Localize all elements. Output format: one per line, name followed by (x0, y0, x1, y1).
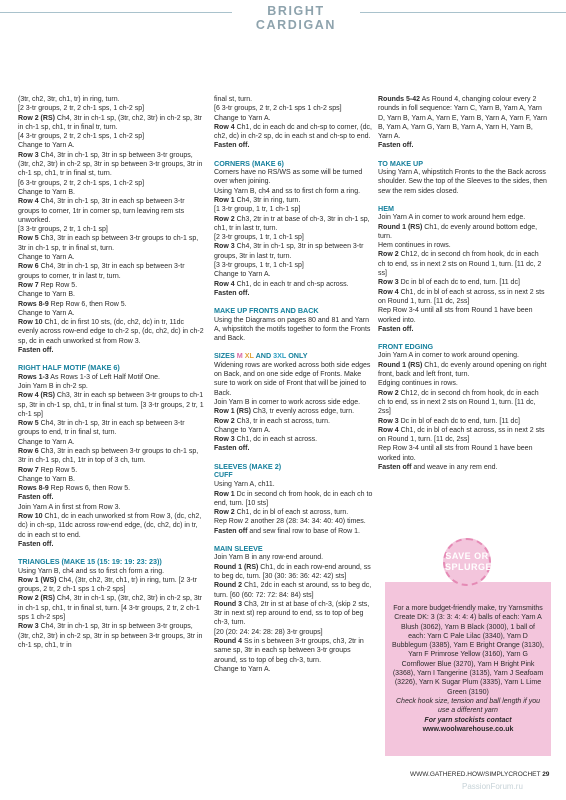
pattern-line: Row 5 Ch3, 3tr in each sp between 3-tr groups to ch-1 sp, 3tr in ch-1 sp, tr in final st, turn. (18, 235, 199, 252)
subsection-heading: CUFF (214, 471, 233, 479)
row-label: Fasten off. (214, 289, 250, 297)
page-footer (410, 771, 549, 778)
pattern-line: Edging continues in rows. (378, 380, 458, 388)
pattern-line: Rounds 5-42 As Round 4, changing colour every 2 rounds in foll sequence: Yarn C, Yarn B, Yarn A, Yarn D, Yarn B, Yarn A, Yarn E, Yarn B, Yarn A, Yarn F, Yarn B, Yarn A, Yarn G, Yarn B, Yarn A, Yarn H, Yarn B, Yarn A. (378, 96, 548, 141)
row-label: Row 3 (378, 417, 399, 425)
row-label: Row 2 (214, 509, 235, 517)
pattern-line: Join Yarn A in first st from Row 3. (18, 503, 121, 511)
pattern-line: Fasten off and weave in any rem end. (378, 463, 498, 471)
pattern-line: Change to Yarn A. (214, 271, 271, 279)
stockists-link[interactable]: www.woolwarehouse.co.uk (422, 725, 514, 733)
row-label: Row 4 (RS) (18, 392, 55, 400)
pattern-line: Join Yarn B in any row-end around. (214, 554, 324, 562)
row-label: Row 4 (18, 198, 39, 206)
row-label: Row 2 (RS) (18, 595, 55, 603)
page-number: 29 (542, 771, 550, 778)
pattern-line (18, 493, 206, 502)
sizes-heading (214, 351, 374, 360)
pattern-line: Row 3 Dc in bl of each dc to end, turn. [11 dc] (378, 279, 520, 287)
pattern-line: Rows 1-3 As Rows 1-3 of Left Half Motif One. (18, 373, 161, 381)
stockists-label: For yarn stockists contact (424, 716, 512, 724)
save-or-splurge-badge (443, 538, 491, 586)
pattern-line: [3 3-tr groups, 2 tr, 1 ch-1 sp] (18, 226, 108, 234)
row-label: Fasten off. (18, 540, 54, 548)
sizes-heading-part: ONLY (288, 351, 308, 361)
pattern-line: Rep Row 2 another 28 (28: 34: 34: 40: 40) times. (214, 518, 366, 526)
row-label: Fasten off (378, 463, 412, 471)
column-2 (214, 95, 374, 674)
row-label: Row 5 (18, 235, 39, 243)
row-label: Row 2 (214, 417, 235, 425)
row-label: Fasten off. (378, 142, 414, 150)
row-label: Rounds 5-42 (378, 96, 421, 103)
pattern-line: Row 1 Ch4, 3tr in ring, turn. (214, 196, 301, 204)
pattern-line (18, 540, 206, 549)
pattern-line: Change to Yarn A. (214, 665, 271, 673)
pattern-line: Rep Row 3-4 until all sts from Round 1 have been worked into. (378, 445, 533, 462)
pattern-line: Using the Diagrams on pages 80 and 81 and Yarn A, whipstitch the motifs together to form the Fronts and Back. (214, 316, 371, 343)
row-label: Row 5 (18, 420, 39, 428)
pattern-line (214, 141, 374, 150)
pattern-line: Row 2 Ch12, dc in second ch from hook, dc in each ch to end, ss in next 2 sts on Round 1, turn. [11 dc, 2ss] (378, 389, 539, 416)
pattern-line: Change to Yarn A. (18, 309, 75, 317)
page-title: BRIGHT CARDIGAN (255, 4, 337, 32)
section-heading: SLEEVES (MAKE 2) (214, 461, 282, 471)
watermark: PassionForum.ru (462, 782, 523, 791)
section-heading: MAKE UP FRONTS AND BACK (214, 306, 319, 316)
pattern-line: Hem continues in rows. (378, 242, 451, 250)
pattern-line: Row 10 Ch1, dc in first 10 sts, (dc, ch2, dc) in tr, 11dc evenly across row-end edge to ch-2 sp, (dc, ch2, dc) in ch-2 sp, dc in each unworked st from Row 3. (18, 319, 204, 345)
pattern-line: Using Yarn A, whipstitch Fronts to the the Back across shoulder. Sew the top of the Sleeves to the sides, then sew the rem sides closed. (378, 169, 547, 195)
pattern-line: Using Yarn B, ch4 and ss to first ch form a ring. (214, 187, 361, 195)
row-label: Row 4 (378, 288, 399, 296)
sizes-heading-part: XL (244, 351, 256, 361)
pattern-line: Round 3 Ch3, 2tr in st at base of ch-3, (skip 2 sts, 3tr in next st) rep around to end, ss to top of beg ch-3, turn. (214, 600, 370, 627)
sizes-heading-part: SIZES (214, 351, 237, 361)
section-heading: RIGHT HALF MOTIF (MAKE 6) (18, 363, 120, 373)
row-label: Fasten off. (214, 445, 250, 453)
pattern-line (214, 444, 374, 453)
row-label: Row 1 (RS) (214, 408, 251, 416)
pattern-line: [2 3-tr groups, 2 tr, 2 ch-1 sps, 1 ch-2 sp] (18, 105, 145, 113)
pattern-line: Row 4 Ch1, dc in each tr and ch-sp across. (214, 280, 349, 288)
row-label: Row 2 (378, 251, 399, 259)
pattern-line: Row 3 Ch4, 3tr in ch-1 sp, 3tr in sp between 3-tr groups, (3tr, ch2, 3tr) in ch-2 sp, 3tr in sp between 3-tr groups, 3tr in ch-1 sp, ch1, tr in (18, 623, 203, 649)
row-label: Row 1 (214, 490, 235, 498)
pattern-line: Row 7 Rep Row 5. (18, 466, 78, 474)
row-label: Row 1 (214, 196, 235, 204)
row-label: Row 1 (WS) (18, 576, 57, 584)
pattern-line: Rows 8-9 Rep Row 6, then Row 5. (18, 300, 127, 308)
footer-url[interactable]: WWW.GATHERED.HOW/SIMPLYCROCHET (410, 771, 541, 778)
pattern-line: Row 1 (WS) Ch4, (3tr, ch2, 3tr, ch1, tr) in ring, turn. [2 3-tr groups, 2 tr, 2 ch-1 sps 1 ch-2 sps] (18, 576, 197, 594)
pattern-line (18, 346, 206, 355)
pattern-line: Corners have no RS/WS as some will be turned over when joining. (214, 169, 363, 186)
row-label: Row 3 (214, 243, 235, 251)
pattern-line: [20 (20: 24: 24: 28: 28) 3-tr groups] (214, 628, 323, 636)
sizes-heading-part: 3XL (273, 351, 289, 361)
pattern-line: Widening rows are worked across both side edges on Back, and on one side edge of Fronts. Make sure to work on side of Front that will be joined to Back. (214, 361, 371, 397)
row-label: Rows 8-9 (18, 485, 49, 493)
pattern-line: Row 7 Rep Row 5. (18, 281, 78, 289)
row-label: Row 4 (214, 123, 235, 131)
row-label: Row 2 (214, 215, 235, 223)
pattern-line: Using Yarn A, ch11. (214, 481, 275, 489)
pattern-line: [3 3-tr groups, 1 tr, 1 ch-1 sp] (214, 262, 304, 270)
pattern-line: Using Yarn B, ch4 and ss to first ch form a ring. (18, 567, 165, 575)
row-label: Row 7 (18, 281, 39, 289)
pattern-line: Row 4 Ch4, 3tr in ch-1 sp, 3tr in each sp between 3-tr groups to corner, 1tr in corner sp, turn leaving rem sts unworked. (18, 198, 185, 224)
pattern-line: Row 3 Ch4, 3tr in ch-1 sp, 3tr in sp between 3-tr groups, 3tr in last tr, turn. (214, 243, 364, 260)
page-header (0, 0, 566, 60)
row-label: Fasten off. (18, 494, 54, 502)
pattern-line: Row 6 Ch4, 3tr in ch-1 sp, 3tr in each sp between 3-tr groups to corner, tr in last tr, turn. (18, 263, 185, 280)
sizes-heading-part: M (236, 351, 245, 361)
pattern-line (378, 325, 548, 334)
row-label: Rows 8-9 (18, 300, 49, 308)
hook-note: Check hook size, tension and ball length if you use a different yarn (396, 697, 540, 715)
pattern-line: Row 4 Ch1, dc in each dc and ch-sp to corner, (dc, ch2, dc) in ch-2 sp, dc in each st and ch-sp to end. (214, 123, 372, 141)
pattern-line: Row 6 Ch3, 3tr in each sp between 3-tr groups to ch-1 sp, 3tr in ch-1 sp, ch1, 1tr in top of 3 ch, turn. (18, 447, 199, 465)
pattern-line: Row 4 Ch1, dc in bl of each st across, ss in next 2 sts on Round 1, turn. [11 dc, 2ss] (378, 288, 545, 305)
pattern-line: Join Yarn A in corner to work around hem edge. (378, 214, 526, 222)
pattern-line: Change to Yarn B. (18, 291, 75, 299)
save-or-splurge-text (392, 604, 544, 734)
pattern-line: Round 2 Ch1, 2dc in each st around, ss to beg dc, turn. [60 (60: 72: 72: 84: 84) sts] (214, 582, 372, 599)
pattern-line: Row 3 Ch4, 3tr in ch-1 sp, 3tr in sp between 3-tr groups, (3tr, ch2, 3tr) in ch-2 sp, 3tr in sp between 3-tr groups, 3tr in ch-1 sp, ch1, tr in final st, turn. (18, 151, 203, 178)
pattern-line: Change to Yarn B. (18, 475, 75, 483)
sizes-heading-part: AND (255, 351, 274, 361)
row-label: Fasten off. (378, 325, 414, 333)
header-rule-right (360, 12, 566, 13)
pattern-line: Row 2 Ch3, 2tr in tr at base of ch-3, 3tr in ch-1 sp, ch1, tr in last tr, turn. (214, 215, 370, 232)
pattern-line: [6 3-tr groups, 2 tr, 2 ch-1 sps 1 ch-2 sps] (214, 105, 342, 113)
row-label: Rows 1-3 (18, 373, 49, 381)
section-heading: TRIANGLES (MAKE 15 (15: 19: 19: 23: 23)) (18, 557, 162, 567)
row-label: Fasten off. (18, 347, 54, 355)
row-label: Row 3 (18, 151, 39, 159)
pattern-line: Rows 8-9 Rep Rows 6, then Row 5. (18, 485, 131, 493)
row-label: Round 4 (214, 638, 242, 646)
row-label: Fasten off. (214, 142, 250, 150)
pattern-line: Round 1 (RS) Ch1, dc in each row-end around, ss to beg dc, turn. [30 (30: 36: 36: 42: 42) sts] (214, 563, 371, 580)
pattern-line: Row 2 Ch1, dc in bl of each st across, turn. (214, 509, 349, 517)
pattern-line: Row 5 Ch4, 3tr in ch-1 sp, 3tr in each sp between 3-tr groups to end, tr in final st, turn. (18, 420, 185, 437)
row-label: Row 4 (214, 280, 235, 288)
row-label: Round 1 (RS) (378, 223, 423, 231)
pattern-line: Row 3 Dc in bl of each dc to end, turn. [11 dc] (378, 417, 520, 425)
pattern-line: Change to Yarn A. (214, 114, 271, 122)
row-label: Row 4 (378, 426, 399, 434)
section-heading: MAIN SLEEVE (214, 544, 263, 554)
section-heading: HEM (378, 203, 394, 213)
pattern-line: Join Yarn B in corner to work across side edge. (214, 398, 361, 406)
section-heading: FRONT EDGING (378, 342, 434, 352)
pattern-line: [1 3-tr group, 1 tr, 1 ch-1 sp] (214, 206, 301, 214)
pattern-line: [4 3-tr groups, 2 tr, 2 ch-1 sps, 1 ch-2 sp] (18, 133, 145, 141)
pattern-line: Row 10 Ch1, dc in each unworked st from Row 3, (dc, ch2, dc) in ch-sp, 11dc across row-end edge, (dc, ch2, dc) in tr, dc in each st to end. (18, 513, 202, 539)
row-label: Round 2 (214, 582, 242, 590)
pattern-line: Row 4 (RS) Ch3, 3tr in each sp between 3-tr groups to ch-1 sp, 3tr in ch-1 sp, ch1, tr in final st turn. [3 3-tr groups, 2 tr, 1 ch-1 sp] (18, 392, 204, 418)
pattern-line: Row 1 Dc in second ch from hook, dc in each ch to end, turn. [10 sts] (214, 490, 373, 507)
pattern-line: Join Yarn B in ch-2 sp. (18, 382, 88, 390)
row-label: Row 6 (18, 447, 39, 455)
row-label: Row 3 (378, 279, 399, 287)
pattern-line: Change to Yarn A. (18, 254, 75, 262)
row-label: Round 1 (RS) (378, 361, 423, 369)
pattern-line (214, 289, 374, 298)
pattern-line: Row 4 Ch1, dc in bl of each st across, ss in next 2 sts on Round 1, turn. [11 dc, 2ss] (378, 426, 545, 444)
section-heading: CORNERS (MAKE 6) (214, 158, 284, 168)
pattern-line: Round 4 Ss in s between 3-tr groups, ch3, 2tr in same sp, 3tr in each sp between 3-tr groups around, ss to top of beg ch-3, turn. (214, 638, 364, 664)
row-label: Row 10 (18, 319, 43, 327)
row-label: Row 3 (18, 623, 39, 631)
pattern-line: Row 2 (RS) Ch4, 3tr in ch-1 sp, (3tr, ch2, 3tr) in ch-2 sp, 3tr in ch-1 sp, ch1, tr in final st, turn. [4 3-tr groups, 2 tr, 2 ch-1 sps 1 ch-2 sps] (18, 595, 203, 622)
row-label: Round 3 (214, 600, 242, 608)
badge-line-2: SPLURGE (445, 562, 493, 572)
pattern-line: Round 1 (RS) Ch1, dc evenly around opening on right front, back and left front, turn. (378, 361, 547, 379)
pattern-line: [6 3-tr groups, 2 tr, 2 ch-1 sps, 1 ch-2 sp] (18, 179, 145, 187)
pattern-line (378, 141, 548, 150)
pattern-line: Row 2 Ch12, dc in second ch from hook, dc in each ch to end, ss in next 2 sts on Round 1, turn. [11 dc, 2 ss] (378, 251, 542, 278)
pattern-line: Row 3 Ch1, dc in each st across. (214, 436, 318, 444)
pattern-line: Change to Yarn A. (214, 426, 271, 434)
pattern-line: [2 3-tr groups, 1 tr, 1 ch-1 sp] (214, 234, 304, 242)
pattern-line: Join Yarn A in corner to work around opening. (378, 352, 519, 360)
row-label: Fasten off (214, 527, 248, 535)
pattern-line: Round 1 (RS) Ch1, dc evenly around bottom edge, turn. (378, 223, 538, 240)
pattern-line: Fasten off and sew final row to base of Row 1. (214, 527, 360, 535)
pattern-line: Change to Yarn A. (18, 142, 75, 150)
section-heading: TO MAKE UP (378, 158, 423, 168)
pattern-line: (3tr, ch2, 3tr, ch1, tr) in ring, turn. (18, 96, 120, 103)
column-1 (18, 95, 206, 650)
badge-line-1: SAVE OR (445, 551, 489, 561)
pattern-line: final st, turn. (214, 96, 253, 103)
row-label: Row 7 (18, 466, 39, 474)
pattern-line: Change to Yarn A. (18, 438, 75, 446)
pattern-line: Row 2 (RS) Ch4, 3tr in ch-1 sp, (3tr, ch2, 3tr) in ch-2 sp, 3tr in ch-1 sp, ch1, tr in final tr, turn. (18, 114, 203, 131)
row-label: Row 2 (RS) (18, 114, 55, 122)
row-label: Row 6 (18, 263, 39, 271)
budget-yarn-text: For a more budget-friendly make, try Yarnsmiths Create DK: 3 (3: 3: 4: 4: 4) balls of each: Yarn A Blush (3062), Yarn B Black (3000), 1 ball of each: Yarn C Pale Lilac (3340), Yarn D Bubblegum (3385), Yarn E Bright Orange (3130), Yarn F Primrose Yellow (3160), Yarn G Cornflower Blue (3270), Yarn H Bright Pink (3368), Yarn I Tangerine (3135), Yarn J Seafoam (3226), Yarn K Sugar Plum (3335), Yarn L Lime Green (3190) (392, 605, 544, 696)
pattern-line: Row 1 (RS) Ch3, tr evenly across edge, turn. (214, 408, 355, 416)
pattern-line: Row 2 Ch3, tr in each st across, turn. (214, 417, 330, 425)
column-3 (378, 95, 548, 472)
pattern-line: Change to Yarn B. (18, 188, 75, 196)
row-label: Round 1 (RS) (214, 563, 259, 571)
pattern-line: Rep Row 3-4 until all sts from Round 1 have been worked into. (378, 307, 533, 324)
row-label: Row 3 (214, 436, 235, 444)
row-label: Row 10 (18, 513, 43, 521)
header-rule-left (0, 12, 232, 13)
row-label: Row 2 (378, 389, 399, 397)
